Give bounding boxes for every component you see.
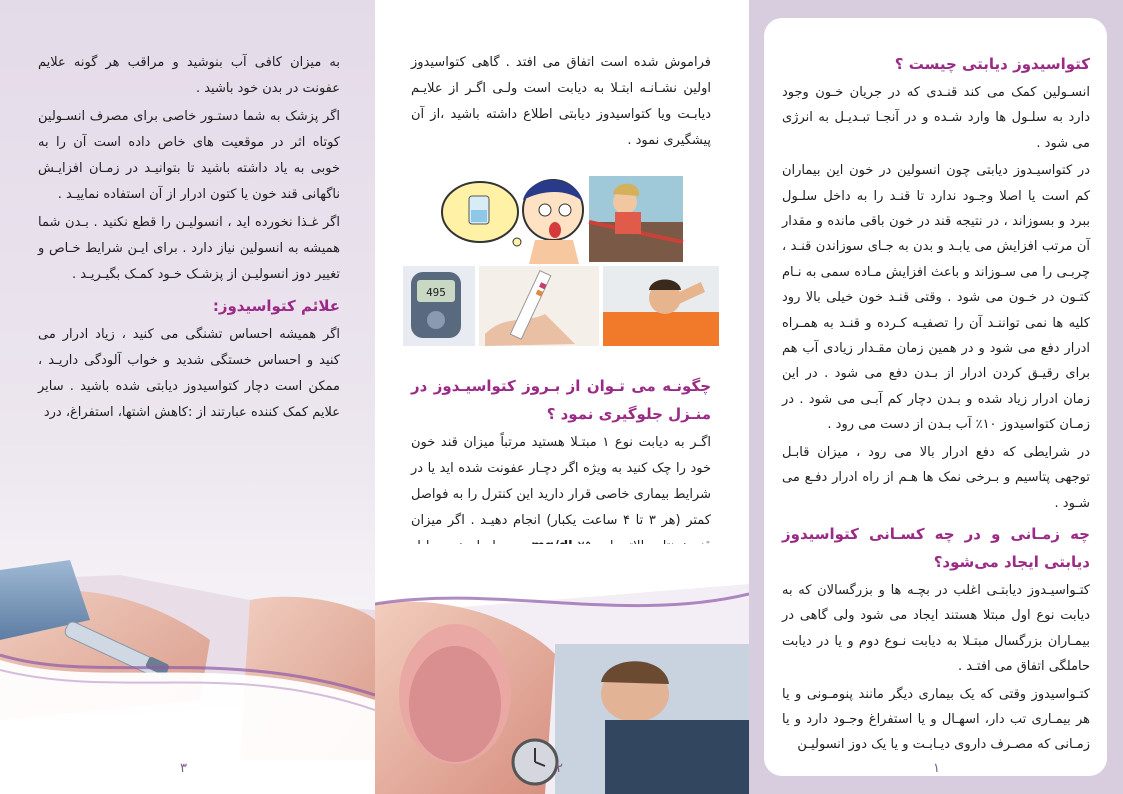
panel-page-1 (749, 0, 1123, 794)
alarm-clock-icon (513, 740, 557, 784)
illustration-row-2 (375, 264, 749, 354)
heading-symptoms: علائم کتواسیدوز: (212, 297, 340, 315)
bottom-photo-collage (0, 0, 375, 794)
nausea-photo (589, 176, 683, 262)
thirsty-cartoon-illustration (441, 176, 583, 264)
paragraph: فراموش شده است اتفاق می افتد . گاهی کتواسیدوز اولین نشـانـه ابتـلا به دیابت است ولـی اگـر از علایـم دیابـت ویا کتواسیدوز دیابتی اطلاع داشته باشید ،از آن پیشگیری نمود . (411, 55, 711, 148)
panel-page-2 (375, 0, 749, 794)
paragraph: اگر همیشه احساس تشنگی می کنید ، زیاد ادرار می کنید و احساس خستگی شدید و خواب آلودگی داریـد ، ممکن است دچار کتواسیدوز دیابتی شده باشید . سایر علایم کمک کننده عبارتند از :کاهش اشتها، استفراغ، درد (38, 327, 340, 420)
paragraph: انسـولین کمک می کند قنـدی که در جریان خـون وجود دارد به سلـول ها وارد شـده و در آنجـا تبـدیـل به انرژی می شود . (782, 85, 1090, 151)
panel-page-3 (0, 0, 375, 794)
heading-when: چه زمـانی و در چه کسـانی کتواسیدوز دیابتی ایجاد می‌شود؟ (782, 524, 1090, 571)
paragraph: اگر پزشک به شما دستـور خاصی برای مصرف انسـولین کوتاه اثر در موقعیت های خاص داده است آن را به خوبی به یاد داشته باشید تا بتوانیـد در زمـان افزایـش ناگهانی قند خون یا کتون ادرار از آن استفاده نماییـد . (38, 109, 340, 202)
paragraph: در کتواسیـدوز دیابتی چون انسولین در خون این بیماران کم است یا اصلا وجـود ندارد تا قنـد را به داخل سلـول ببرد و بسوزاند ، در نتیجه قند در خون باقی مانده و مقدار آن مرتب افزایش می یابـد و بدن به جـای سوزاندن قنـد ، چربـی را می سـوزاند و باعث افزایش مـاده سمی به نـام کتـون در خـون می شود . وقتی قنـد خون خیلی بالا رود کلیه ها نمی تواننـد آن را تصفیـه کـرده و قنـد به همـراه ادرار دفع می شود و در همین زمان مقـدار زیادی آب هم برای رقیـق کردن ادرار از بـدن دفع می شود . در این زمان ادرار زیاد شده و بـدن دچار کم آبـی می شود . در زمـان کتواسیدوز ۱۰٪ آب بـدن از دست می رود . (782, 163, 1090, 433)
headache-photo (603, 266, 719, 346)
heading-what-is: کتواسیدوز دیابتی چیست ؟ (894, 55, 1090, 73)
prevention-text-a: اگـر به دیابت نوع ۱ مبتـلا هستید مرتباً میزان قند خون خود را چک کنید به ویژه اگر دچـار عفونت شده اید یا در شرایط بیماری خاصی قرار دارید این کنترل را به فواصل کمتر (هر ۳ تا ۴ ساعت یکبار) انجام دهیـد . اگر میزان (411, 435, 711, 528)
paragraph: به میزان کافی آب بنوشید و مراقب هر گونه علایم عفونت در بدن خود باشید . (38, 55, 340, 96)
right-text-column (782, 46, 1090, 760)
glucometer-reading: 495 (426, 286, 446, 299)
paragraph: کتـواسیـدوز دیابتـی اغلب در بچـه ها و بزرگسالان که به دیابت نوع اول مبتلا هستند ایجاد می شود ولی گاهی در بیمـاران بزرگسال مبتـلا به دیابت نـوع دوم و یا در دیابت حاملگی اتفاق می افتـد . (782, 582, 1090, 675)
page-number: ۱ (933, 761, 940, 776)
glucometer-photo (403, 266, 475, 346)
heading-prevention: چگونـه می تـوان از بـروز کتواسیـدوز در منـزل جلوگیری نمود ؟ (411, 377, 711, 423)
paragraph: اگر غـذا نخورده اید ، انسولیـن را قطع نکنید . بـدن شما همیشه به انسولین نیاز دارد . برای ایـن شرایط خـاص و تغییر دوز انسولیـن از پزشـک خـود کمـک بگیـریـد . (38, 215, 340, 282)
page-number: ۳ (180, 761, 187, 776)
paragraph: کتـواسیدوز وقتی که یک بیماری دیگر مانند پنومـونی و یا هر بیمـاری تب دار، اسهـال و یا استفراغ وجـود دارد و یا زمـانی که مصـرف داروی دیـابـت و یا یک دوز انسولیـن (782, 686, 1090, 753)
middle-intro-text (411, 50, 711, 156)
content-card (764, 18, 1107, 776)
page-number: ۲ (556, 761, 563, 776)
sleeping-man-photo (555, 644, 749, 794)
paragraph: در شرایطی که دفع ادرار بالا می رود ، میزان قابـل توجهی پتاسیم و بـرخی نمک ها هـم از راه ادرار دفـع می شـود . (782, 444, 1090, 511)
test-strip-photo (479, 266, 599, 346)
bottom-photo-collage-middle (375, 544, 749, 794)
